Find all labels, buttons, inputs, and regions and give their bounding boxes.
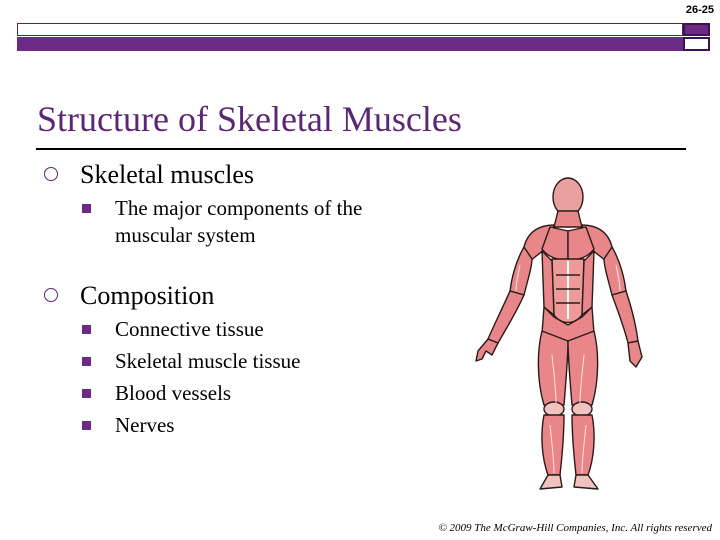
square-bullet-icon [82, 389, 91, 398]
muscular-system-figure-icon [470, 175, 665, 495]
sub-bullet-text: Blood vessels [115, 381, 232, 405]
slide-title: Structure of Skeletal Muscles [37, 99, 462, 139]
sub-bullet-text: muscular system [115, 223, 256, 247]
copyright-notice: © 2009 The McGraw-Hill Companies, Inc. All rights reserved [438, 522, 712, 534]
square-bullet-icon [82, 421, 91, 430]
hollow-circle-bullet-icon [44, 167, 58, 181]
sub-bullet-text: Nerves [115, 413, 175, 437]
bullet-text: Skeletal muscles [80, 160, 255, 189]
bullet-text: Composition [80, 281, 215, 310]
header-bar [17, 23, 710, 51]
square-bullet-icon [82, 325, 91, 334]
square-bullet-icon [82, 357, 91, 366]
hollow-circle-bullet-icon [44, 288, 58, 302]
sub-bullet-text: Connective tissue [115, 317, 264, 341]
title-divider [36, 148, 686, 150]
header-bar-box-bottom [683, 37, 710, 51]
sub-bullet-text: Skeletal muscle tissue [115, 349, 301, 373]
slide-number: 26-25 [685, 4, 714, 16]
sub-bullet-text: The major components of the [115, 196, 363, 220]
header-bar-stripe-top [17, 23, 683, 36]
header-bar-box-top [683, 23, 710, 36]
header-bar-stripe-main [17, 37, 683, 51]
square-bullet-icon [82, 204, 91, 213]
